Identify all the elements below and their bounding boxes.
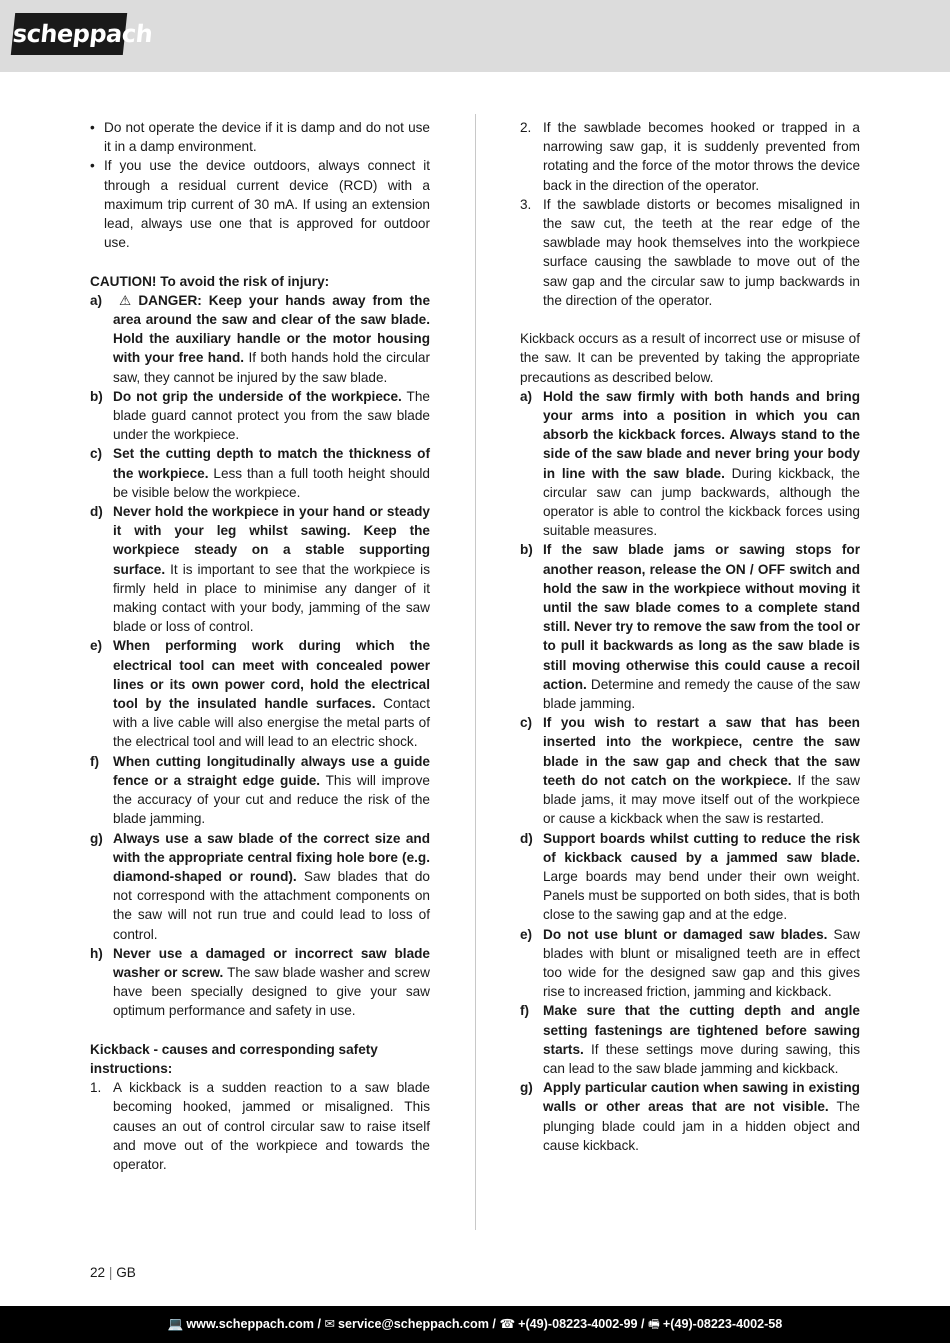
- item-bold: Set the cutting depth to match the thickness of the workpiece.: [113, 446, 430, 481]
- item-marker: f): [520, 1003, 530, 1019]
- footer-fax: +(49)-08223-4002-58: [662, 1317, 783, 1331]
- footer-website-link[interactable]: www.scheppach.com: [186, 1317, 314, 1331]
- item-bold: Apply particular caution when sawing in existing walls or other areas that are not visible.: [543, 1080, 860, 1115]
- kickback-intro: Kickback occurs as a result of incorrect use or misuse of the saw. It can be prevented by taking the appropriate precautions as described below.: [520, 331, 860, 385]
- item-text: If the sawblade distorts or becomes misaligned in the saw cut, the teeth at the rear edge of the sawblade may hook themselves into the workpiece surface causing the sawblade to move out of the saw gap and the circular saw to jump backwards in the direction of the operator.: [543, 196, 860, 308]
- item-marker: f): [90, 753, 100, 769]
- item-text: The blade guard cannot protect you from the saw blade under the workpiece.: [113, 388, 430, 443]
- page-footer: [0, 1306, 950, 1343]
- item-marker: 1.: [90, 1080, 102, 1096]
- right-column: [520, 118, 860, 1155]
- item-text: During kickback, the circular saw can jump backwards, although the operator is able to control the kickback forces using suitable measures.: [543, 465, 860, 539]
- item-marker: b): [90, 388, 103, 404]
- footer-separator: /: [313, 1317, 325, 1331]
- item-text: If the saw blade jams, it may move itself out of the workpiece or cause a kickback when the saw is restarted.: [543, 772, 860, 827]
- item-bold: Do not grip the underside of the workpiece.: [113, 388, 402, 404]
- item-marker: d): [520, 830, 533, 846]
- item-bold: DANGER: Keep your hands away from the area around the saw and clear of the saw blade. Hold the auxiliary handle or the motor housing with your free hand.: [113, 292, 431, 366]
- footer-separator: /: [488, 1317, 500, 1331]
- item-bold: Hold the saw firmly with both hands and bring your arms into a position in which you can absorb the kickback forces. Always stand to the side of the saw blade and never bring your body in line with the saw blade.: [543, 388, 860, 481]
- item-bold: When performing work during which the electrical tool can meet with concealed power lines or its own power cord, hold the electrical tool by the insulated handle surfaces.: [113, 638, 430, 712]
- item-text: If both hands hold the circular saw, they cannot be injured by the saw blade.: [113, 350, 430, 385]
- item-text: This will improve the accuracy of your cut and reduce the risk of the blade jamming.: [113, 772, 430, 827]
- item-marker: g): [90, 830, 103, 846]
- item-marker: a): [520, 388, 533, 404]
- kickback-item-e: [520, 925, 860, 1002]
- item-marker: e): [520, 926, 533, 942]
- item-marker: b): [520, 542, 533, 558]
- item-marker: a): [90, 292, 103, 308]
- fax-icon: 🖷: [648, 1317, 660, 1331]
- item-text: It is important to see that the workpiece is firmly held in place to minimise any danger of it making contact with your body, jamming of the saw blade or loss of control.: [113, 561, 430, 635]
- item-text: A kickback is a sudden reaction to a saw blade becoming hooked, jammed or misaligned. This causes an out of control circular saw to raise itself and move out of the workpiece and towards the operator.: [113, 1080, 430, 1172]
- page-number-value: 22: [90, 1265, 106, 1280]
- phone-icon: ☎: [499, 1317, 516, 1331]
- caution-item-g: [90, 829, 430, 944]
- scheppach-logo: scheppach: [11, 13, 127, 55]
- item-text: If these settings move during sawing, this can lead to the saw blade jamming and kickback.: [543, 1041, 860, 1076]
- item-bold: Never hold the workpiece in your hand or steady it with your leg whilst sawing. Keep the workpiece steady on a stable supporting surface.: [113, 504, 430, 577]
- item-marker: c): [90, 446, 103, 462]
- item-bold: If the saw blade jams or sawing stops for another reason, release the ON / OFF switch and hold the saw in the workpiece without moving it until the saw blade comes to a complete stand still. Never try to remove the saw from the tool or to pull it backwards as long as the saw blade is still moving otherwise this could cause a recoil action.: [543, 542, 860, 692]
- item-bold: Do not use blunt or damaged saw blades.: [543, 926, 828, 942]
- kickback-heading: Kickback - causes and corresponding safety instructions:: [90, 1041, 378, 1076]
- list-item: • Do not operate the device if it is damp and do not use it in a damp environment.: [90, 118, 430, 156]
- kickback-item-b: [520, 540, 860, 713]
- kickback-item-g: [520, 1078, 860, 1155]
- email-icon: ✉: [324, 1317, 336, 1331]
- caution-item-a: [90, 291, 430, 387]
- item-marker: 3.: [520, 196, 532, 212]
- item-text: Saw blades that do not correspond with the attachment components on the saw will not run true and could lead to loss of control.: [113, 868, 430, 942]
- page-header: [0, 0, 950, 72]
- item-bold: Make sure that the cutting depth and angle setting fastenings are tightened before sawing starts.: [543, 1003, 860, 1057]
- caution-heading: CAUTION! To avoid the risk of injury:: [90, 273, 330, 289]
- item-text: If the sawblade becomes hooked or trapped in a narrowing saw gap, it is suddenly prevented from rotating and the force of the motor throws the device back in the direction of the operator.: [543, 120, 860, 193]
- item-text: Less than a full tooth height should be visible below the workpiece.: [113, 465, 430, 500]
- kickback-numbered-item: [90, 1078, 430, 1174]
- item-bold: Support boards whilst cutting to reduce the risk of kickback caused by a jammed saw blade.: [543, 830, 860, 865]
- kickback-item-c: [520, 713, 860, 828]
- item-marker: c): [520, 715, 533, 731]
- item-bold: Never use a damaged or incorrect saw blade washer or screw.: [113, 945, 430, 980]
- footer-separator: /: [637, 1317, 649, 1331]
- caution-item-c: [90, 444, 430, 502]
- item-marker: g): [520, 1080, 533, 1096]
- item-marker: h): [90, 945, 103, 961]
- item-marker: 2.: [520, 120, 532, 135]
- item-bold: When cutting longitudinally always use a guide fence or a straight edge guide.: [113, 753, 430, 788]
- item-text: The plunging blade could jam in a hidden object and cause kickback.: [543, 1099, 860, 1153]
- warning-triangle-icon: ⚠: [119, 292, 135, 308]
- computer-icon: 💻: [167, 1317, 184, 1331]
- item-text: Contact with a live cable will also energise the metal parts of the electrical tool and will lead to an electric shock.: [113, 696, 430, 750]
- footer-phone: +(49)-08223-4002-99: [518, 1317, 638, 1331]
- item-text: The saw blade washer and screw have been specially designed to give your saw optimum performance and safety in use.: [113, 964, 431, 1019]
- list-item: • If you use the device outdoors, always connect it through a residual current device (RCD) with a maximum trip current of 30 mA. If using an extension lead, always use one that is approved for outdoor use.: [90, 156, 430, 252]
- kickback-item-d: [520, 829, 860, 925]
- left-column: [90, 118, 430, 1174]
- item-text: Saw blades with blunt or misaligned teeth are in effect too wide for the designed saw gap and this gives rise to increased friction, jamming and kickback.: [543, 926, 860, 1000]
- footer-email-link[interactable]: service@scheppach.com: [338, 1317, 489, 1331]
- page-language: GB: [116, 1265, 136, 1280]
- item-bold: If you wish to restart a saw that has been inserted into the workpiece, centre the saw blade in the saw gap and check that the saw teeth do not catch on the workpiece.: [543, 715, 860, 788]
- kickback-numbered-item: [520, 118, 860, 195]
- caution-item-h: [90, 944, 430, 1021]
- item-text: Determine and remedy the cause of the saw blade jamming.: [543, 676, 860, 712]
- item-marker: e): [90, 638, 103, 654]
- page-number: 22 | GB: [90, 1265, 136, 1280]
- item-text: Large boards may bend under their own weight. Panels must be supported on both sides, that is both close to the sawing gap and at the edge.: [543, 868, 860, 923]
- item-bold: Always use a saw blade of the correct size and with the appropriate central fixing hole bore (e.g. diamond-shaped or round).: [113, 830, 430, 884]
- column-divider: [475, 114, 476, 1230]
- kickback-item-f: [520, 1001, 860, 1078]
- caution-item-e: [90, 636, 430, 751]
- kickback-numbered-item: [520, 195, 860, 310]
- item-marker: d): [90, 504, 103, 520]
- caution-item-f: [90, 752, 430, 829]
- kickback-item-a: [520, 387, 860, 541]
- caution-item-b: [90, 387, 430, 445]
- caution-item-d: [90, 502, 430, 636]
